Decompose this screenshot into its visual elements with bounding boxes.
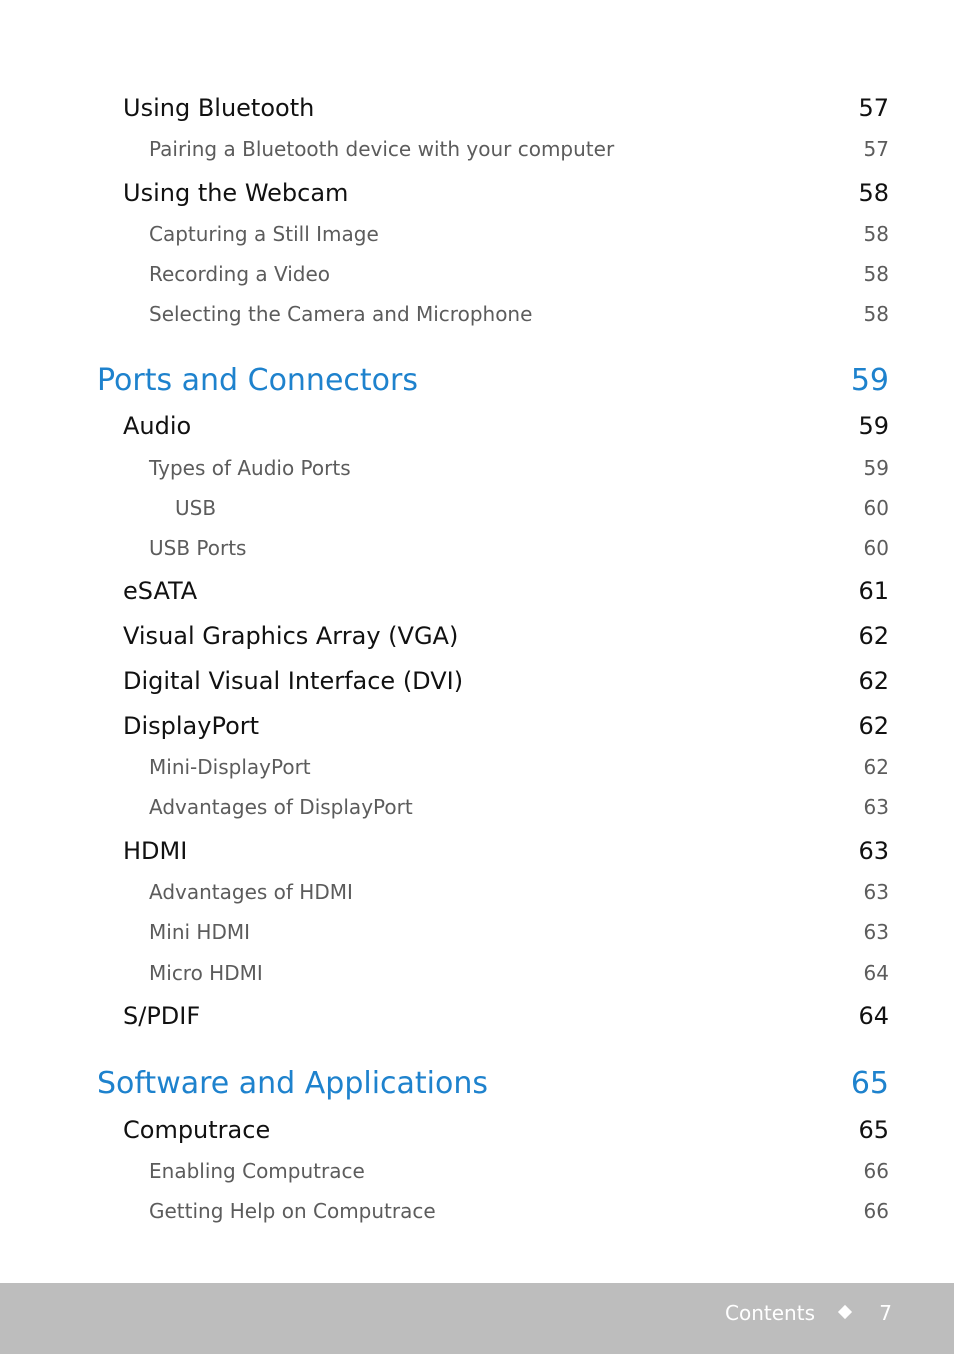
toc-entry[interactable] xyxy=(0,300,954,328)
toc-entry-page: 65 xyxy=(850,1065,889,1101)
toc-entry-title: Recording a Video xyxy=(149,262,331,286)
toc-entry-title: Getting Help on Computrace xyxy=(149,1199,436,1223)
toc-entry-page: 62 xyxy=(863,755,889,779)
toc-entry[interactable] xyxy=(0,1197,954,1225)
toc-entry-page: 59 xyxy=(850,362,889,398)
toc-entry-page: 64 xyxy=(858,1002,889,1030)
toc-entry[interactable] xyxy=(0,664,954,698)
toc-entry-title: Advantages of DisplayPort xyxy=(149,795,413,819)
toc-entry-page: 66 xyxy=(863,1159,889,1183)
toc-entry[interactable] xyxy=(0,454,954,482)
toc-entry-title: Selecting the Camera and Microphone xyxy=(149,302,533,326)
toc-entry-title: Capturing a Still Image xyxy=(149,222,379,246)
toc-entry-page: 65 xyxy=(858,1116,889,1144)
toc-entry[interactable] xyxy=(0,999,954,1033)
toc-entry[interactable] xyxy=(0,753,954,781)
toc-entry-title: Computrace xyxy=(123,1116,271,1144)
toc-entry-title: USB xyxy=(175,496,217,520)
footer-page-number: 7 xyxy=(879,1301,892,1325)
toc-entry-title: Micro HDMI xyxy=(149,961,263,985)
toc-entry-page: 62 xyxy=(858,667,889,695)
toc-entry-title: Software and Applications xyxy=(97,1065,489,1101)
toc-entry-title: Digital Visual Interface (DVI) xyxy=(123,667,464,695)
toc-entry-title: Using Bluetooth xyxy=(123,94,315,122)
toc-entry[interactable] xyxy=(0,220,954,248)
toc-entry-title: Mini HDMI xyxy=(149,920,250,944)
toc-entry-page: 57 xyxy=(858,94,889,122)
toc-entry-title: S/PDIF xyxy=(123,1002,201,1030)
toc-entry-title: USB Ports xyxy=(149,536,247,560)
toc-entry-page: 58 xyxy=(858,179,889,207)
toc-entry-page: 58 xyxy=(863,222,889,246)
toc-entry-page: 58 xyxy=(863,302,889,326)
toc-entry-page: 59 xyxy=(863,456,889,480)
toc-entry-page: 60 xyxy=(863,536,889,560)
toc-entry[interactable] xyxy=(0,878,954,906)
toc-entry-title: Audio xyxy=(123,412,192,440)
toc-entry-page: 66 xyxy=(863,1199,889,1223)
toc-entry[interactable] xyxy=(0,1157,954,1185)
toc-entry-page: 58 xyxy=(863,262,889,286)
toc-entry[interactable] xyxy=(0,918,954,946)
toc-entry[interactable] xyxy=(0,793,954,821)
toc-entry-title: Ports and Connectors xyxy=(97,362,418,398)
toc-chapter-entry[interactable] xyxy=(0,360,954,400)
toc-entry[interactable] xyxy=(0,534,954,562)
toc-entry-title: Enabling Computrace xyxy=(149,1159,365,1183)
toc-entry-page: 61 xyxy=(858,577,889,605)
toc-entry-page: 62 xyxy=(858,622,889,650)
toc-entry[interactable] xyxy=(0,619,954,653)
toc-entry-title: Types of Audio Ports xyxy=(149,456,351,480)
toc-entry-title: HDMI xyxy=(123,837,188,865)
toc-entry-page: 57 xyxy=(863,137,889,161)
toc-entry[interactable] xyxy=(0,959,954,987)
toc-entry[interactable] xyxy=(0,135,954,163)
toc-entry[interactable] xyxy=(0,409,954,443)
toc-entry-title: Mini-DisplayPort xyxy=(149,755,311,779)
toc-entry-title: Pairing a Bluetooth device with your computer xyxy=(149,137,615,161)
toc-entry[interactable] xyxy=(0,1113,954,1147)
toc-entry-title: eSATA xyxy=(123,577,198,605)
toc-entry-title: Visual Graphics Array (VGA) xyxy=(123,622,459,650)
toc-chapter-entry[interactable] xyxy=(0,1063,954,1103)
toc-entry-title: Using the Webcam xyxy=(123,179,349,207)
toc-entry-page: 62 xyxy=(858,712,889,740)
toc-entry-page: 63 xyxy=(858,837,889,865)
toc-entry-page: 63 xyxy=(863,920,889,944)
toc-entry-page: 60 xyxy=(863,496,889,520)
toc-entry[interactable] xyxy=(0,834,954,868)
toc-entry-title: Advantages of HDMI xyxy=(149,880,353,904)
toc-entry[interactable] xyxy=(0,494,954,522)
toc-entry-title: DisplayPort xyxy=(123,712,260,740)
toc-entry[interactable] xyxy=(0,176,954,210)
toc-entry[interactable] xyxy=(0,709,954,743)
toc-entry-page: 63 xyxy=(863,880,889,904)
toc-entry[interactable] xyxy=(0,91,954,125)
toc-entry[interactable] xyxy=(0,260,954,288)
toc-entry-page: 64 xyxy=(863,961,889,985)
toc-entry-page: 63 xyxy=(863,795,889,819)
toc-entry[interactable] xyxy=(0,574,954,608)
footer-section-label: Contents xyxy=(725,1301,815,1325)
footer-bar xyxy=(0,1283,954,1354)
toc-entry-page: 59 xyxy=(858,412,889,440)
